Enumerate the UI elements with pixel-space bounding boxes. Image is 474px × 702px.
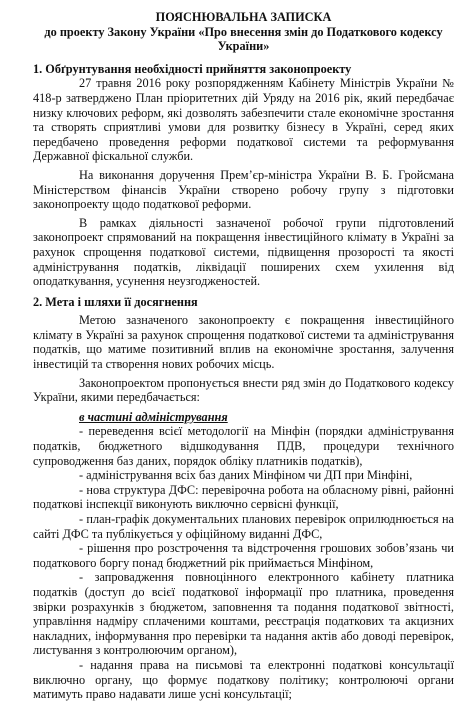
- admin-list-item: - запровадження повноцінного електронного кабінету платника податків (доступ до всієї податкової інформації про платника, проведення звірки розрахунків з бюджетом, заповнення та подання податкової звітності, управління надміру сплаченими коштами, реєстрація податкових та акцизних накладних, інформування про перевірки та надання актів або доводі перевірок, листування з контролюючим органом),: [33, 570, 454, 658]
- section-2-paragraph: Метою зазначеного законопроекту є покращення інвестиційного клімату в Україні за рахунок спрощення податкової системи та адміністрування податків, що матиме позитивний вплив на економічне зростання, залучення інвестицій та створення нових робочих місць.: [33, 313, 454, 372]
- section-1-paragraph: В рамках діяльності зазначеної робочої групи підготовлений законопроект спрямований на покращення інвестиційного клімату в Україні за рахунок спрощення податкової системи, підвищення прозорості та якості адміністрування податків, ліквідації поширених схем ухилення від оподаткування, усунення неузгодженостей.: [33, 215, 454, 289]
- section-2-paragraph: Законопроектом пропонується внести ряд змін до Податкового кодексу України, якими передбачається:: [33, 375, 454, 405]
- section-1-paragraph: 27 травня 2016 року розпорядженням Кабінету Міністрів України № 418-р затверджено План пріоритетних дій Уряду на 2016 рік, який передбачає низку ключових реформ, які дозволять забезпечити стале економічне зростання та створять сприятливі умови для розвитку бізнесу в Україні, серед яких передбачено проведення реформи податкової системи та реформування Державної фіскальної служби.: [33, 76, 454, 164]
- admin-list-item: - нова структура ДФС: перевірочна робота на обласному рівні, районні податкові інспекції виконують виключно сервісні функції,: [33, 482, 454, 512]
- admin-list-item: - план-графік документальних планових перевірок оприлюднюється на сайті ДФС та публікується у офіційному виданні ДФС,: [33, 512, 454, 541]
- section-2-heading: 2. Мета і шляхи її досягнення: [33, 294, 198, 309]
- admin-list-item: - надання права на письмові та електронні податкові консультації виключно органу, що формує податкову політику; контролюючі органи матимуть право надавати лише усні консультації;: [33, 657, 454, 702]
- admin-subheading: в частині адміністрування: [79, 409, 228, 424]
- section-1-paragraph: На виконання доручення Прем’єр-міністра України В. Б. Гройсмана Міністерством фінансів України створено робочу групу з підготовки законопроекту щодо податкової реформи.: [33, 167, 454, 212]
- document-title: ПОЯСНЮВАЛЬНА ЗАПИСКА: [155, 10, 332, 24]
- document-subtitle: до проекту Закону України «Про внесення змін до Податкового кодексу України»: [44, 24, 443, 54]
- admin-list-item: - переведення всієї методології на Мінфін (порядки адміністрування податків, бюджетного відшкодування ПДВ, процедури технічного супроводження баз даних, порядок обліку платників податків),: [33, 424, 454, 468]
- section-1-heading: 1. Обґрунтування необхідності прийняття законопроекту: [33, 61, 352, 76]
- admin-list-item: - рішення про розстрочення та відстрочення грошових зобов’язань чи податкового боргу понад бюджетний рік приймається Мінфіном,: [33, 541, 454, 570]
- admin-list-item: - адміністрування всіх баз даних Мінфіном чи ДП при Мінфіні,: [79, 468, 413, 483]
